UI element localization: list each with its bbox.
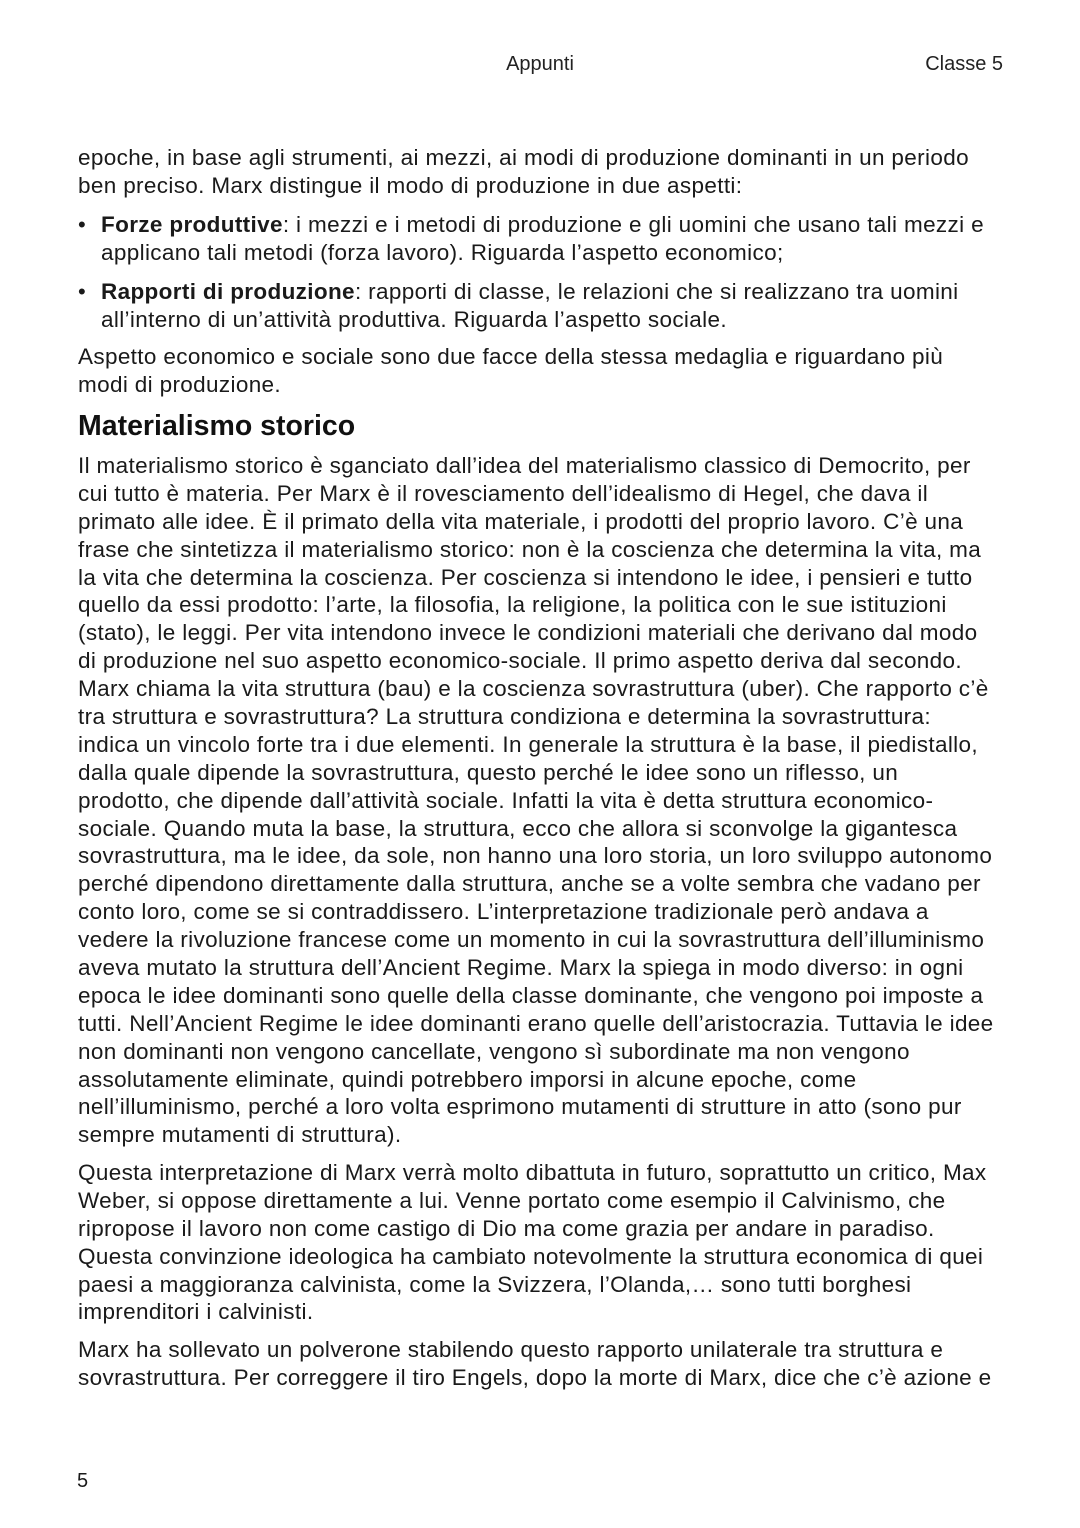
text-line: epoche, in base agli strumenti, ai mezzi, ai modi di produzione dominanti in un periodo [78, 145, 969, 170]
text-line: Questa convinzione ideologica ha cambiato notevolmente la struttura economica di quei [78, 1243, 984, 1269]
bullet-item-forze-produttive [78, 211, 1018, 267]
text-line: Marx chiama la vita struttura (bau) e la coscienza sovrastruttura (uber). Che rapporto c’è [78, 676, 989, 702]
header-class-label: Classe 5 [925, 53, 1003, 75]
bullet-first-line [101, 278, 1018, 306]
text-line: assolutamente eliminate, quindi potrebbero imporsi in alcune epoche, come [78, 1066, 857, 1092]
text-line: perché dipendono direttamente dalla struttura, anche se a volte sembra che vadano per [78, 871, 981, 897]
text-line: vedere la rivoluzione francese come un momento in cui la sovrastruttura dell’illuminismo [78, 927, 985, 953]
text-line: indica un vincolo forte tra i due elementi. In generale la struttura è la base, il piedistallo, [78, 731, 978, 757]
text-line: Marx ha sollevato un polverone stabilendo questo rapporto unilaterale tra struttura e [78, 1337, 944, 1362]
engels-paragraph [78, 1336, 1018, 1392]
text-line: modi di produzione. [78, 371, 282, 397]
text-line: cui tutto è materia. Per Marx è il rovesciamento dell’idealismo di Hegel, che dava il [78, 480, 929, 506]
text-line: sempre mutamenti di struttura). [78, 1122, 402, 1148]
text-line: Il materialismo storico è sganciato dall’idea del materialismo classico di Democrito, per [78, 453, 971, 478]
bullet-definition: : rapporti di classe, le relazioni che si realizzano tra uomini [354, 279, 959, 304]
text-line: paesi a maggioranza calvinista, come la Svizzera, l’Olanda,… sono tutti borghesi [78, 1271, 912, 1297]
text-line: Questa interpretazione di Marx verrà molto dibattuta in futuro, soprattutto un critico, Max [78, 1160, 987, 1185]
text-line: ben preciso. Marx distingue il modo di produzione in due aspetti: [78, 172, 743, 198]
bullet-term: Forze produttive [101, 212, 283, 237]
text-line: tutti. Nell’Ancient Regime le idee dominanti erano quelle dell’aristocrazia. Tuttavia le idee [78, 1010, 994, 1036]
text-line: all’interno di un’attività produttiva. Riguarda l’aspetto sociale. [101, 306, 727, 332]
text-line: ripropose il lavoro non come castigo di Dio ma come grazia per andare in paradiso. [78, 1215, 935, 1241]
text-line: tra struttura e sovrastruttura? La struttura condiziona e determina la sovrastruttura: [78, 704, 931, 730]
text-line: applicano tali metodi (forza lavoro). Riguarda l’aspetto economico; [101, 239, 784, 265]
bullet-definition: : i mezzi e i metodi di produzione e gli uomini che usano tali mezzi e [282, 212, 984, 237]
text-line: epoca le idee dominanti sono quelle della classe dominante, che vengono poi imposte a [78, 982, 984, 1008]
bullet-item-rapporti-di-produzione [78, 278, 1018, 334]
text-line: sociale. Quando muta la base, la struttura, ecco che allora si sconvolge la gigantesca [78, 815, 958, 841]
weber-paragraph [78, 1159, 1018, 1326]
text-line: Aspetto economico e sociale sono due facce della stessa medaglia e riguardano più [78, 344, 944, 369]
text-line: non dominanti non vengono cancellate, vengono sì subordinate ma non vengono [78, 1038, 910, 1064]
section-heading: Materialismo storico [78, 410, 356, 442]
text-line: aveva mutato la struttura dell’Ancient Regime. Marx la spiega in modo diverso: in ogni [78, 955, 964, 981]
text-line: la vita che determina la coscienza. Per coscienza si intendono le idee, i pensieri e tutto [78, 564, 973, 590]
text-line: nell’illuminismo, perché a loro volta esprimono mutamenti di strutture in atto (sono pur [78, 1094, 962, 1120]
text-line: conto loro, come se si contraddissero. L’interpretazione tradizionale però andava a [78, 899, 929, 925]
header-title: Appunti [506, 53, 574, 75]
text-line: (stato), le leggi. Per vita intendono invece le condizioni materiali che derivano dal modo [78, 620, 978, 646]
bullet-continuation [101, 306, 1018, 334]
bullet-term: Rapporti di produzione [101, 279, 355, 304]
text-line: primato alle idee. È il primato della vita materiale, i prodotti del proprio lavoro. C’è una [78, 508, 964, 534]
text-line: prodotto, che dipende dall’attività sociale. Infatti la vita è detta struttura economico- [78, 787, 934, 813]
text-line: quello da essi prodotto: l’arte, la filosofia, la religione, la politica con le sue istituzioni [78, 592, 947, 618]
page-number: 5 [77, 1470, 89, 1492]
text-line: Weber, si oppose direttamente a lui. Venne portato come esempio il Calvinismo, che [78, 1187, 946, 1213]
summary-paragraph [78, 343, 1018, 399]
text-line: di produzione nel suo aspetto economico-sociale. Il primo aspetto deriva dal secondo. [78, 648, 963, 674]
intro-paragraph [78, 144, 1018, 200]
bullet-first-line [101, 211, 1018, 239]
bullet-continuation [101, 239, 1018, 267]
text-line: frase che sintetizza il materialismo storico: non è la coscienza che determina la vita, ma [78, 536, 982, 562]
text-line: dalla quale dipende la sovrastruttura, questo perché le idee sono un riflesso, un [78, 759, 899, 785]
text-line: sovrastruttura. Per correggere il tiro Engels, dopo la morte di Marx, dice che c’è azione e [78, 1364, 992, 1390]
text-line: imprenditori i calvinisti. [78, 1299, 314, 1325]
materialism-paragraph [78, 452, 1018, 1149]
text-line: sovrastruttura, ma le idee, da sole, non hanno una loro storia, un loro sviluppo autonomo [78, 843, 993, 869]
